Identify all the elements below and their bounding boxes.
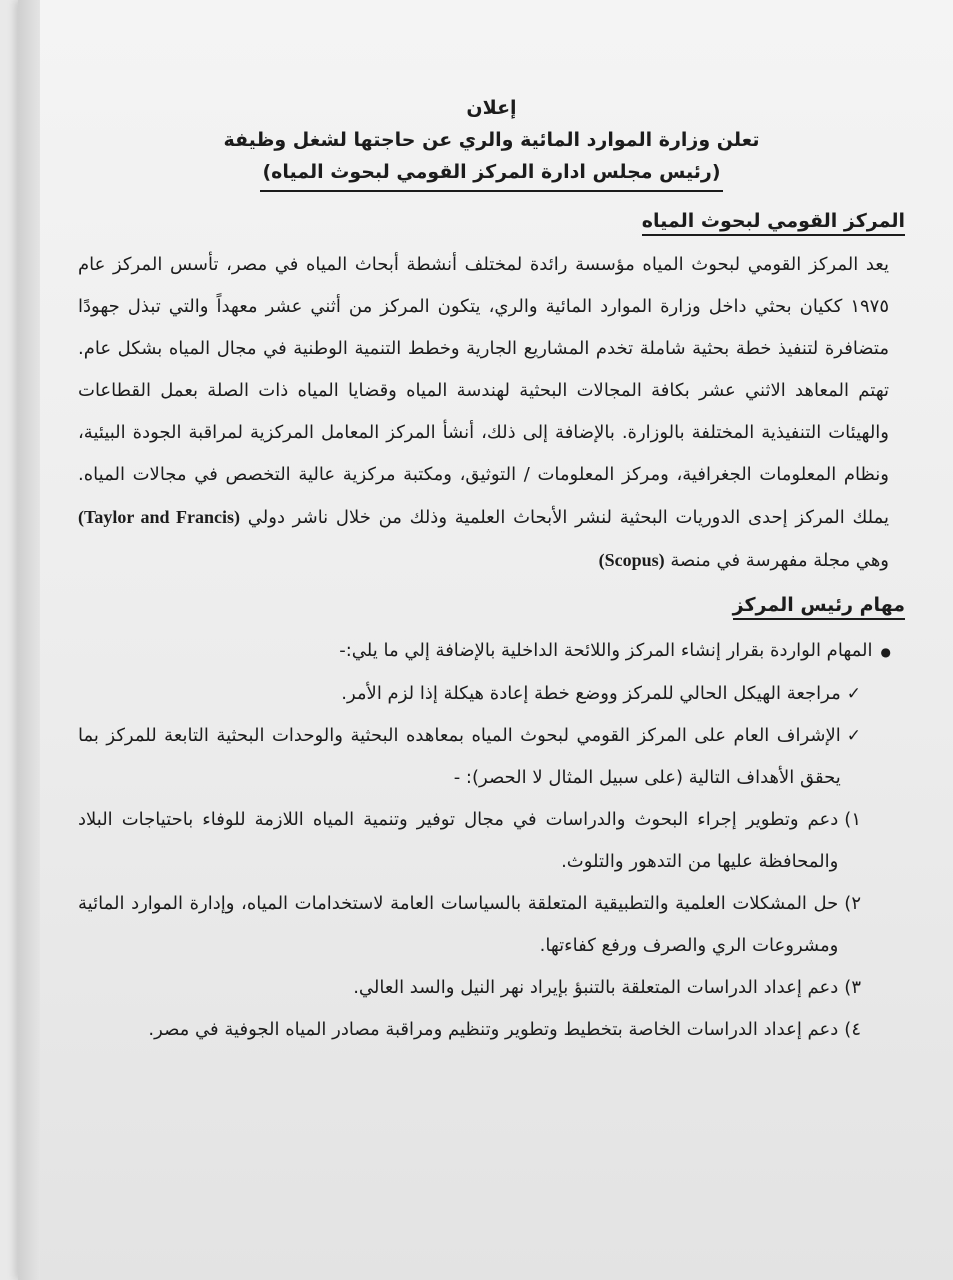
- checkmark-icon: ✓: [846, 726, 861, 746]
- section-title-duties: مهام رئيس المركز: [733, 594, 905, 620]
- duty-restructure: مراجعة الهيكل الحالي للمركز ووضع خطة إعادة هيكلة إذا لزم الأمر.: [341, 683, 841, 704]
- paper-edge: [18, 0, 40, 1280]
- goal-number: ١): [844, 809, 861, 830]
- center-description: [78, 244, 905, 582]
- duties-list: [78, 630, 905, 1051]
- goal-number: ٣): [844, 977, 861, 998]
- list-item: [78, 715, 905, 799]
- announcement-label: إعلان: [466, 97, 517, 119]
- goal-item: [78, 967, 905, 1009]
- goal-item: [78, 883, 905, 967]
- list-item: [78, 630, 905, 673]
- bullet-dot-icon: ●: [880, 645, 891, 659]
- announcement-header: [78, 92, 905, 192]
- platform-name: (Scopus): [598, 550, 665, 570]
- center-description-text: يعد المركز القومي لبحوث المياه مؤسسة رائدة لمختلف أنشطة أبحاث المياه في مصر، تأسس المركز عام ١٩٧٥ ككيان بحثي داخل وزارة الموارد المائية والري، يتكون المركز من أثني عشر معهداً والتي تبذل جهودًا متضافرة لتنفيذ خطة بحثية شاملة تخدم المشاريع الجارية وخطط التنمية الوطنية في مجال المياه بشكل عام. تهتم المعاهد الاثني عشر بكافة المجالات البحثية لهندسة المياه وقضايا المياه ذات الصلة بعمل القطاعات والهيئات التنفيذية المختلفة بالوزارة. بالإضافة إلى ذلك، أنشأ المركز المعامل المركزية لمراقبة الجودة البيئية، ونظام المعلومات الجغرافية، ومركز المعلومات / التوثيق، ومكتبة مركزية عالية التخصص في مجالات المياه. يملك المركز إحدى الدوريات البحثية لنشر الأبحاث العلمية وذلك من خلال ناشر دولي: [78, 254, 889, 528]
- goal-text: حل المشكلات العلمية والتطبيقية المتعلقة بالسياسات العامة لاستخدامات المياه، وإدارة الموارد المائية ومشروعات الري والصرف ورفع كفاءتها.: [78, 893, 839, 956]
- position-title: (رئيس مجلس ادارة المركز القومي لبحوث المياه): [260, 156, 722, 192]
- goal-text: دعم وتطوير إجراء البحوث والدراسات في مجال توفير وتنمية المياه اللازمة للوفاء باحتياجات البلاد والمحافظة عليها من التدهور والتلوث.: [78, 809, 839, 872]
- goal-item: [78, 799, 905, 883]
- announcement-intro: تعلن وزارة الموارد المائية والري عن حاجتها لشغل وظيفة: [223, 129, 760, 151]
- goal-item: [78, 1009, 905, 1051]
- duties-intro: المهام الواردة بقرار إنشاء المركز واللائحة الداخلية بالإضافة إلي ما يلي:-: [339, 640, 873, 661]
- list-item: [78, 673, 905, 715]
- document-body: [78, 92, 905, 1051]
- checkmark-icon: ✓: [846, 684, 861, 704]
- goal-text: دعم إعداد الدراسات الخاصة بتخطيط وتطوير وتنظيم ومراقبة مصادر المياه الجوفية في مصر.: [148, 1019, 839, 1040]
- goal-text: دعم إعداد الدراسات المتعلقة بالتنبؤ بإيراد نهر النيل والسد العالي.: [353, 977, 839, 998]
- duty-supervision: الإشراف العام على المركز القومي لبحوث المياه بمعاهده البحثية والوحدات البحثية التابعة للمركز بما يحقق الأهداف التالية (على سبيل المثال لا الحصر): -: [78, 725, 841, 788]
- paper-sheet: [18, 0, 953, 1280]
- goal-number: ٢): [844, 893, 861, 914]
- center-description-text-2: وهي مجلة مفهرسة في منصة: [670, 550, 889, 571]
- section-title-center: المركز القومي لبحوث المياه: [642, 210, 905, 236]
- goal-number: ٤): [844, 1019, 861, 1040]
- publisher-name: (Taylor and Francis): [78, 507, 241, 527]
